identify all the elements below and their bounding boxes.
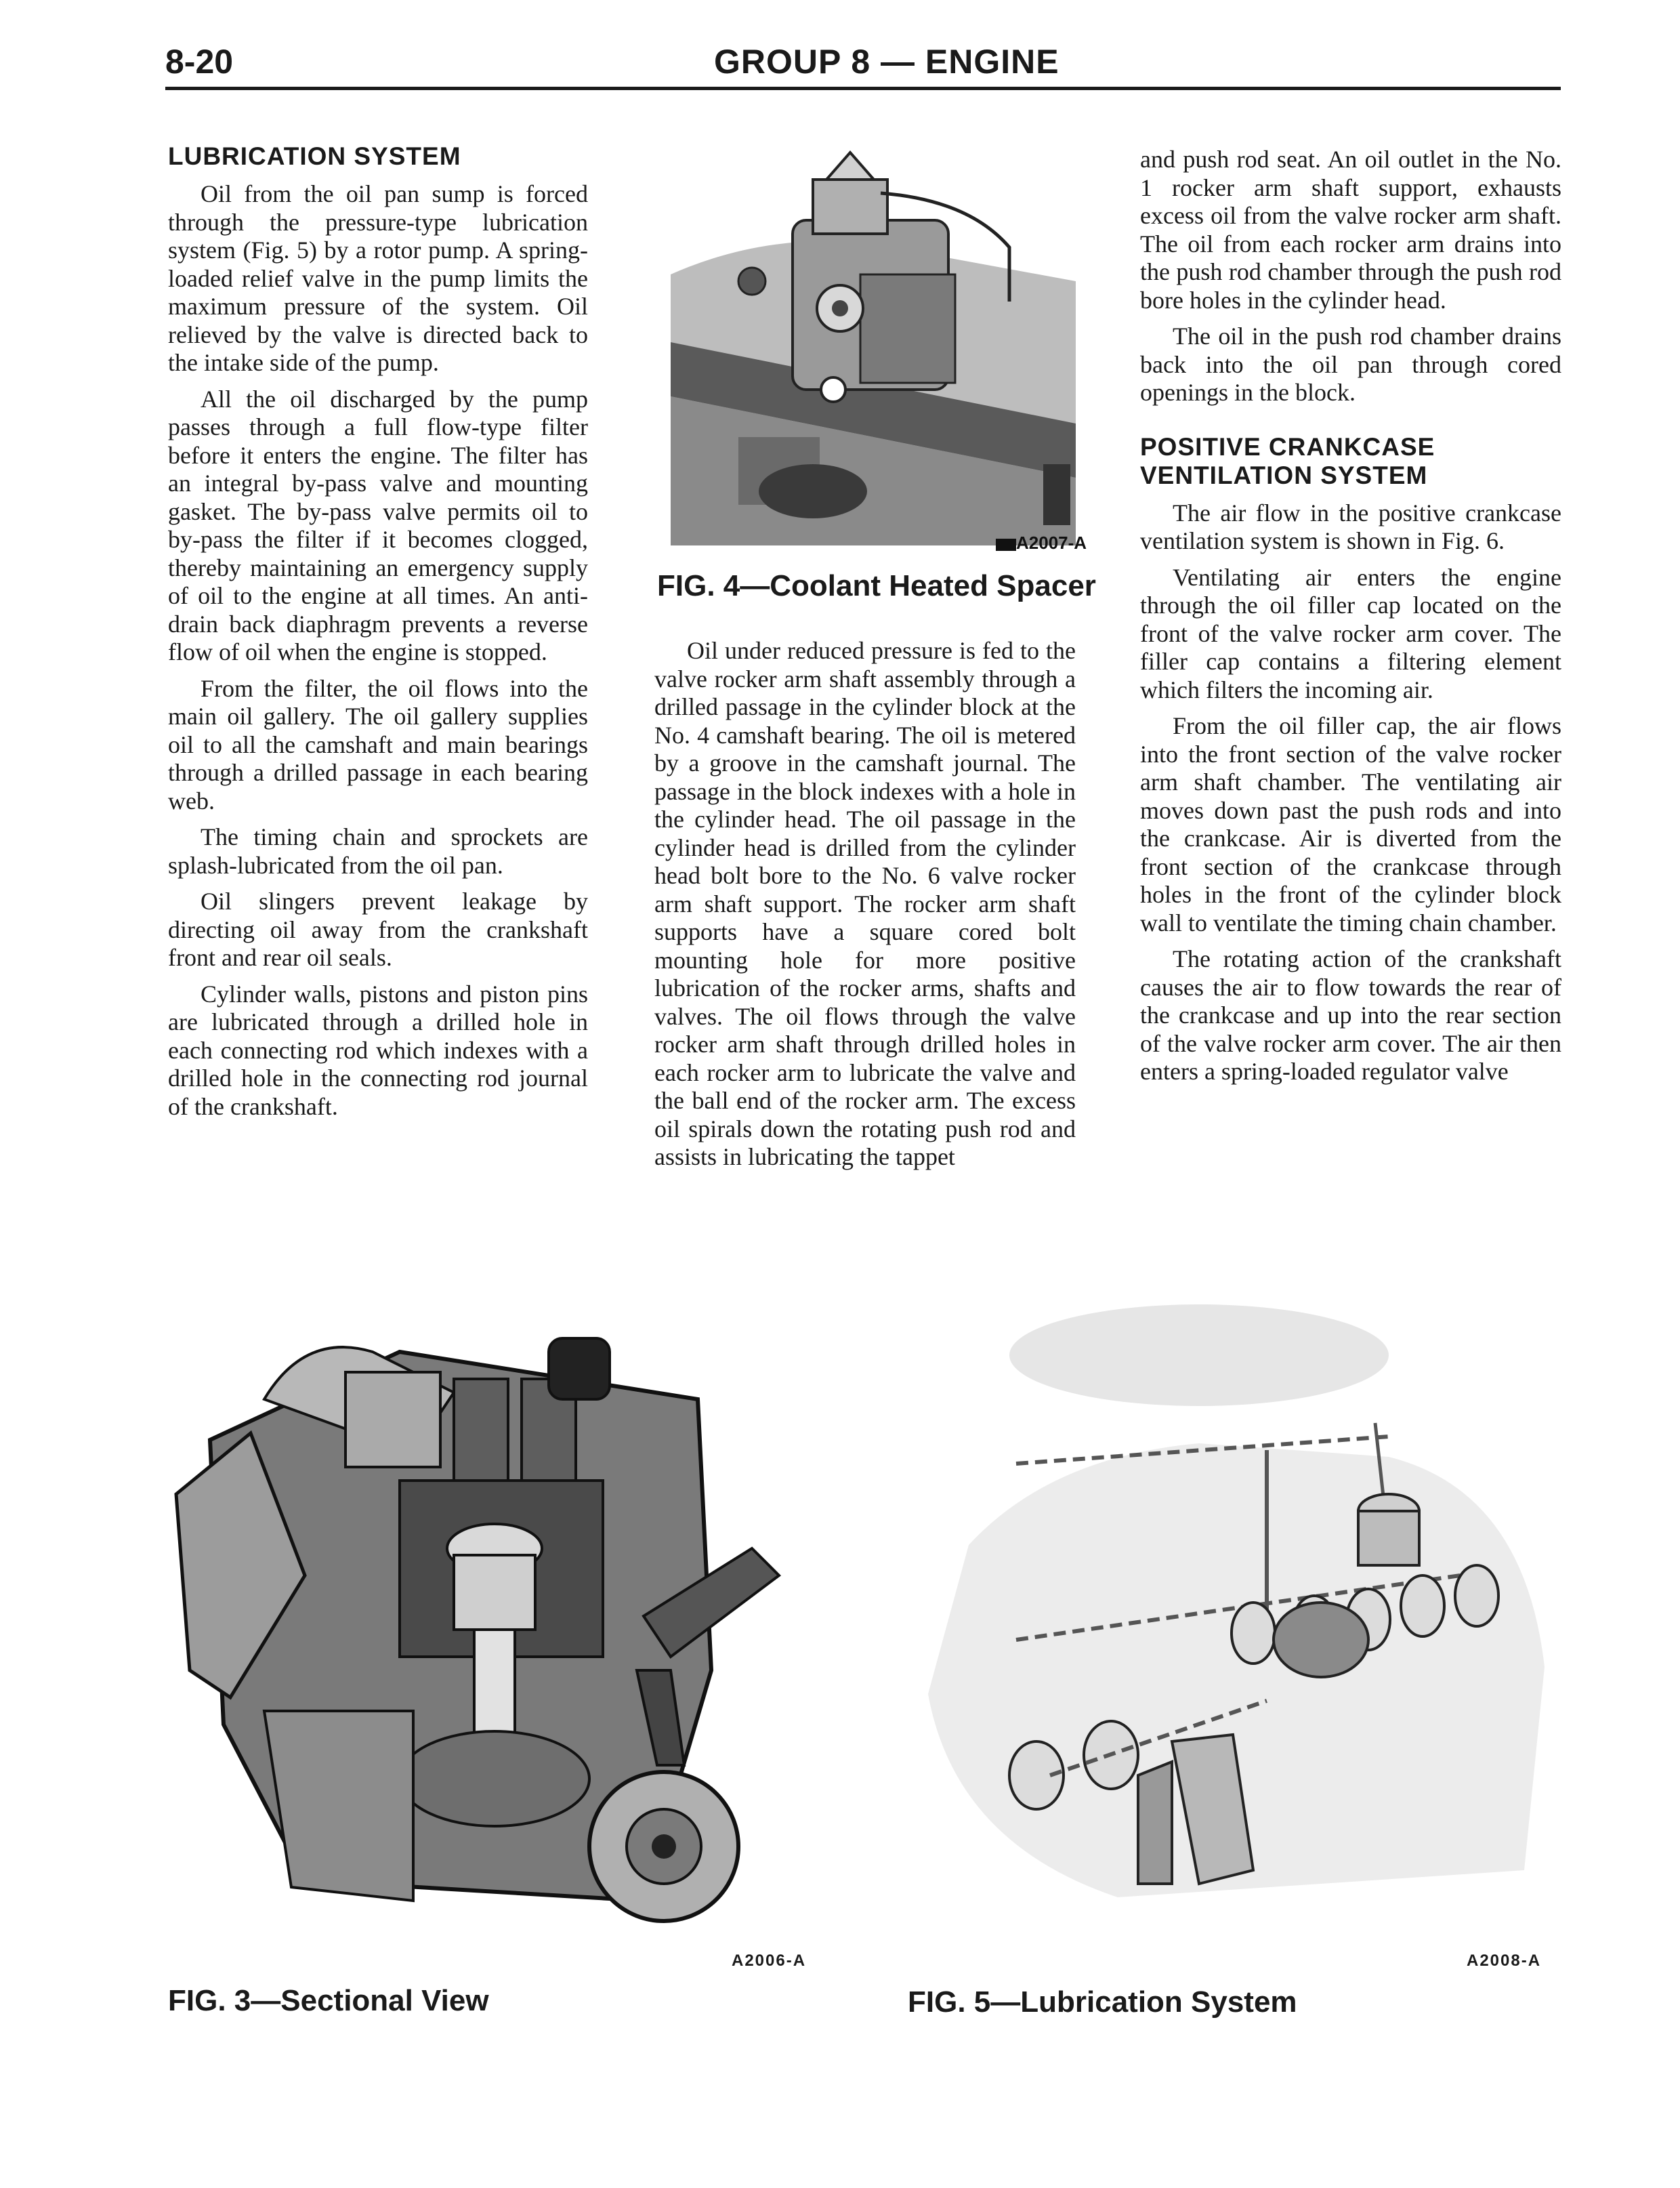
lubrication-paragraph: Oil slingers prevent leakage by directing oil away from the crankshaft front and rear oil seals.: [168, 888, 588, 971]
fig5-caption: FIG. 5—Lubrication System: [908, 1985, 1297, 2019]
pcv-paragraph: The rotating action of the crankshaft causes the air to flow towards the rear of the crankcase and up into the rear section of the valve rocker arm cover. The air then enters a spring-loaded regulator valve: [1140, 945, 1561, 1085]
figure-coolant-heated-spacer: [657, 139, 1087, 570]
lubrication-paragraph: and push rod seat. An oil outlet in the No. 1 rocker arm shaft support, exhausts excess oil from the valve rocker arm shaft. The oil from each rocker arm drains into the push rod chamber through the push rod bore holes in the cylinder head.: [1140, 146, 1561, 314]
left-column: [168, 142, 588, 1129]
carburetor-illustration: [657, 139, 1087, 570]
fig3-code: A2006-A: [732, 1952, 807, 1970]
pcv-paragraph: From the oil filler cap, the air flows into the front section of the valve rocker arm shaft chamber. The ventilating air moves down past the push rods and into the crankcase. Air is diverted from the front section of the crankcase through holes in the front of the cylinder block wall to ventilate the timing chain chamber.: [1140, 712, 1561, 936]
fig4-code: A2007-A: [1016, 533, 1087, 553]
pcv-paragraph: The air flow in the positive crankcase ventilation system is shown in Fig. 6.: [1140, 499, 1561, 554]
right-column: [1140, 146, 1561, 1094]
lubrication-paragraph: Cylinder walls, pistons and piston pins are lubricated through a drilled hole in each connecting rod which indexes with a drilled hole in the connecting rod journal of the crankshaft.: [168, 980, 588, 1120]
group-title: GROUP 8 — ENGINE: [714, 43, 1059, 81]
fig3-caption: FIG. 3—Sectional View: [168, 1984, 489, 2017]
lubrication-paragraph: All the oil discharged by the pump passes through a full flow-type filter before it enters the engine. The filter has an integral by-pass valve and mounting gasket. The by-pass valve permits oil to by-pass the filter if it becomes clogged, thereby maintaining an emergency supply of oil to the engine at all times. An anti-drain back diaphragm prevents a reverse flow of oil when the engine is stopped.: [168, 385, 588, 665]
fig5-code: A2008-A: [1467, 1952, 1542, 1970]
lubrication-system-illustration: [915, 1287, 1565, 1958]
lubrication-paragraph: The oil in the push rod chamber drains back into the oil pan through cored openings in the block.: [1140, 323, 1561, 406]
figure-lubrication-system: [915, 1287, 1565, 1958]
pcv-heading: [1140, 433, 1561, 490]
pcv-paragraph: Ventilating air enters the engine through the oil filler cap located on the front of the valve rocker arm cover. The filler cap contains a filtering element which filters the incoming air.: [1140, 563, 1561, 703]
figure-sectional-view: [169, 1291, 847, 1955]
lubrication-paragraph: Oil from the oil pan sump is forced through the pressure-type lubrication system (Fig. 5) by a rotor pump. A spring-loaded relief valve in the pump limits the maximum pressure of the system. Oil relieved by the valve is directed back to the intake side of the pump.: [168, 180, 588, 376]
pcv-heading-line: VENTILATION SYSTEM: [1140, 461, 1428, 489]
lubrication-paragraph: Oil under reduced pressure is fed to the valve rocker arm shaft assembly through a drilled passage in the cylinder block at the No. 4 camshaft bearing. The oil is metered by a groove in the camshaft journal. The passage in the block indexes with a hole in the cylinder head. The oil passage in the cylinder head is drilled from the cylinder head bolt bore to the No. 6 valve rocker arm shaft support. The rocker arm shaft supports have a square cored bolt mounting hole for more positive lubrication of the rocker arms, shafts and valves. The oil flows through the valve rocker arm shaft through drilled holes in each rocker arm to lubricate the valve and the ball end of the rocker arm. The excess oil spirals down the rotating push rod and assists in lubricating the tappet: [654, 637, 1076, 1170]
fig4-caption: FIG. 4—Coolant Heated Spacer: [657, 569, 1096, 602]
page-number: 8-20: [165, 43, 234, 81]
engine-sectional-illustration: [169, 1291, 847, 1955]
pcv-heading-line: POSITIVE CRANKCASE: [1140, 432, 1435, 461]
lubrication-paragraph: From the filter, the oil flows into the main oil gallery. The oil gallery supplies oil to all the camshaft and main bearings through a drilled passage in each bearing web.: [168, 674, 588, 814]
lubrication-paragraph: The timing chain and sprockets are splash-lubricated from the oil pan.: [168, 823, 588, 879]
middle-column: [654, 637, 1076, 1180]
page-header: [165, 39, 1561, 90]
lubrication-heading: LUBRICATION SYSTEM: [168, 142, 461, 170]
